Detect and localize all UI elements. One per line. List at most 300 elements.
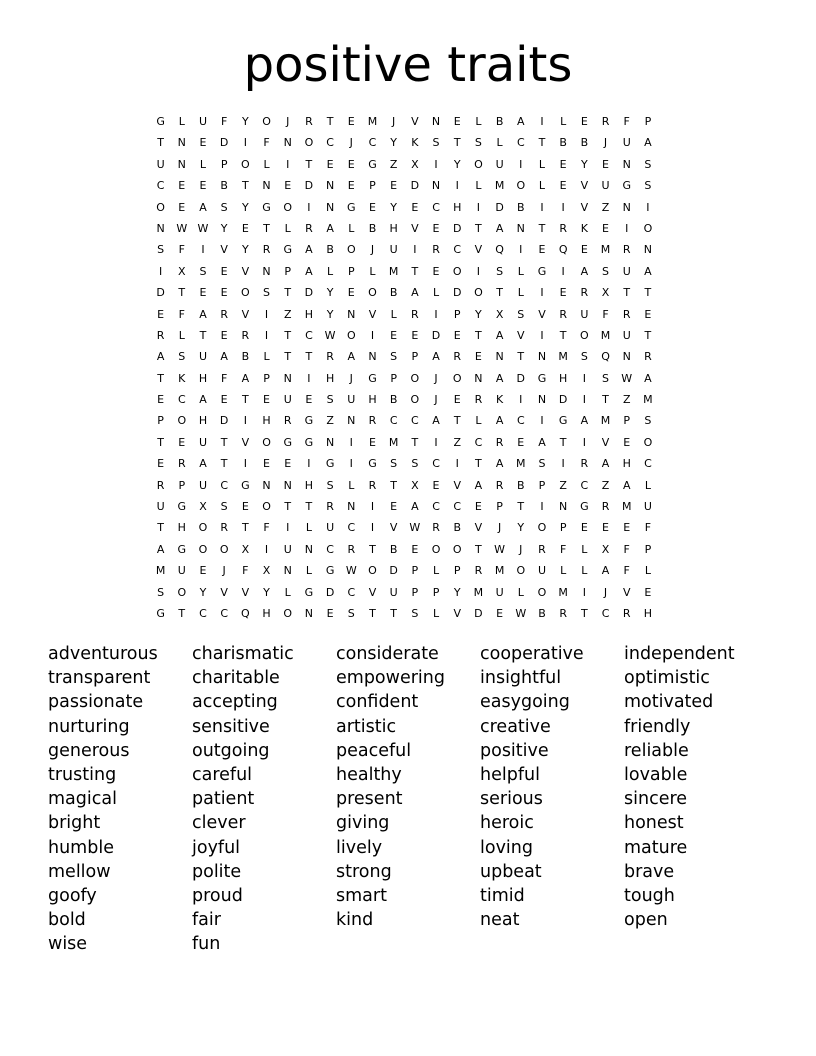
grid-letter: N [622, 350, 631, 364]
grid-letter: W [494, 542, 506, 556]
word-item: sincere [624, 789, 688, 810]
grid-letter: S [411, 606, 419, 620]
grid-letter: S [644, 157, 652, 171]
grid-letter: S [496, 264, 504, 278]
grid-letter: K [178, 371, 186, 385]
word-item: creative [480, 716, 551, 737]
grid-letter: N [304, 606, 314, 620]
grid-letter: G [156, 115, 165, 128]
grid-letter: F [242, 564, 249, 578]
grid-letter: E [347, 286, 355, 300]
grid-letter: U [622, 264, 631, 278]
grid-letter: R [432, 521, 440, 535]
grid-letter: A [622, 478, 631, 492]
grid-letter: I [646, 200, 650, 214]
word-column [48, 642, 192, 957]
grid-letter: Y [326, 286, 334, 300]
grid-letter: E [602, 521, 609, 535]
grid-letter: O [346, 243, 356, 257]
grid-letter: E [199, 286, 207, 300]
grid-letter: P [178, 478, 186, 492]
grid-letter: F [559, 542, 567, 556]
grid-letter: N [643, 243, 653, 257]
grid-letter: X [601, 286, 610, 300]
grid-letter: O [516, 564, 526, 578]
grid-row [150, 154, 670, 175]
grid-letter: A [495, 414, 504, 428]
grid-letter: D [304, 286, 314, 300]
grid-letter: L [475, 115, 482, 128]
grid-letter: C [516, 136, 525, 150]
grid-letter: C [368, 136, 377, 150]
grid-letter: A [644, 264, 652, 278]
grid-letter: U [389, 243, 398, 257]
grid-letter: L [178, 328, 185, 342]
grid-letter: H [262, 414, 271, 428]
grid-letter: N [325, 435, 335, 449]
grid-row [150, 432, 670, 453]
grid-letter: G [558, 414, 568, 428]
grid-letter: V [622, 585, 631, 599]
word-item: mature [624, 837, 688, 858]
grid-letter: L [560, 564, 567, 578]
grid-letter: B [580, 136, 589, 150]
grid-letter: M [621, 500, 632, 514]
grid-letter: I [561, 264, 565, 278]
word-item: lively [336, 837, 383, 858]
grid-row [150, 560, 670, 581]
grid-letter: L [432, 286, 440, 300]
grid-letter: I [519, 393, 523, 407]
grid-letter: D [389, 564, 398, 578]
grid-letter: H [198, 414, 208, 428]
grid-letter: T [241, 393, 249, 407]
grid-letter: R [326, 500, 334, 514]
grid-letter: R [241, 328, 250, 342]
grid-letter: M [494, 179, 505, 193]
grid-letter: F [220, 371, 228, 385]
grid-letter: H [643, 606, 653, 620]
grid-letter: G [325, 457, 335, 471]
word-item: bold [48, 910, 86, 931]
grid-letter: E [411, 328, 419, 342]
grid-letter: U [177, 564, 186, 578]
grid-letter: S [157, 243, 165, 257]
grid-letter: G [368, 157, 377, 171]
grid-letter: O [474, 157, 483, 171]
grid-letter: O [516, 179, 526, 193]
grid-letter: P [411, 564, 419, 578]
grid-letter: V [453, 478, 461, 492]
grid-letter: I [243, 457, 247, 471]
grid-letter: A [644, 136, 652, 150]
grid-letter: U [198, 435, 207, 449]
grid-letter: B [389, 393, 398, 407]
grid-letter: V [368, 585, 377, 599]
grid-letter: U [156, 157, 165, 171]
grid-letter: P [411, 585, 419, 599]
grid-letter: R [220, 521, 228, 535]
grid-letter: L [517, 286, 524, 300]
grid-letter: T [559, 435, 567, 449]
grid-letter: S [178, 350, 186, 364]
grid-letter: X [262, 564, 271, 578]
grid-letter: L [432, 564, 440, 578]
grid-letter: V [241, 435, 250, 449]
grid-row [150, 218, 670, 239]
grid-letter: V [517, 328, 525, 342]
grid-row [150, 410, 670, 431]
word-item: patient [192, 789, 255, 810]
grid-letter: F [623, 115, 630, 128]
word-item: kind [336, 910, 374, 931]
grid-letter: T [284, 500, 292, 514]
grid-letter: Y [517, 521, 525, 535]
grid-letter: E [644, 585, 652, 599]
grid-row [150, 539, 670, 560]
grid-letter: Z [389, 157, 398, 171]
grid-letter: W [621, 371, 633, 385]
grid-letter: V [411, 115, 419, 128]
grid-letter: J [603, 136, 608, 150]
word-item: fair [192, 910, 221, 931]
grid-letter: U [156, 500, 165, 514]
grid-letter: W [409, 521, 421, 535]
grid-letter: E [411, 542, 419, 556]
grid-row [150, 175, 670, 196]
grid-letter: I [540, 286, 544, 300]
grid-letter: M [558, 350, 568, 364]
grid-letter: I [349, 457, 353, 471]
word-item: adventurous [48, 644, 158, 664]
grid-letter: A [411, 286, 419, 300]
word-item: outgoing [192, 740, 270, 761]
grid-letter: I [540, 115, 544, 128]
grid-letter: P [220, 157, 228, 171]
grid-letter: O [177, 414, 187, 428]
grid-letter: O [643, 221, 653, 235]
grid-letter: E [496, 606, 504, 620]
grid-letter: T [220, 435, 228, 449]
grid-letter: R [601, 500, 610, 514]
grid-letter: I [286, 157, 290, 171]
grid-letter: P [390, 371, 397, 385]
grid-letter: D [495, 200, 504, 214]
grid-letter: R [495, 478, 504, 492]
grid-letter: Z [601, 200, 610, 214]
grid-letter: N [262, 264, 271, 278]
word-item: helpful [480, 765, 540, 786]
grid-letter: E [559, 179, 567, 193]
grid-letter: Q [495, 243, 504, 257]
grid-letter: T [517, 500, 525, 514]
grid-letter: E [517, 435, 525, 449]
grid-letter: G [304, 414, 314, 428]
grid-letter: Y [241, 243, 249, 257]
grid-letter: K [580, 221, 588, 235]
grid-letter: I [540, 500, 544, 514]
grid-letter: C [474, 435, 483, 449]
grid-letter: O [219, 542, 229, 556]
grid-letter: T [517, 350, 525, 364]
grid-letter: E [347, 179, 355, 193]
grid-letter: N [262, 179, 271, 193]
word-item: smart [336, 886, 387, 907]
grid-letter: U [537, 564, 546, 578]
word-item: present [336, 789, 403, 810]
grid-letter: U [622, 328, 631, 342]
word-item: bright [48, 813, 101, 834]
grid-letter: E [559, 157, 567, 171]
word-item: tough [624, 886, 675, 907]
grid-letter: L [284, 221, 291, 235]
grid-letter: C [453, 500, 462, 514]
grid-letter: I [582, 585, 586, 599]
grid-letter: E [178, 179, 186, 193]
grid-letter: T [475, 328, 482, 342]
grid-letter: L [475, 414, 482, 428]
grid-letter: P [347, 264, 355, 278]
grid-letter: A [538, 435, 546, 449]
grid-letter: Y [199, 585, 207, 599]
grid-letter: Y [220, 221, 228, 235]
grid-letter: N [283, 564, 292, 578]
grid-letter: O [452, 371, 462, 385]
grid-letter: L [517, 585, 524, 599]
grid-letter: V [580, 200, 589, 214]
grid-letter: R [559, 307, 567, 321]
grid-letter: B [538, 606, 546, 620]
grid-letter: O [431, 542, 441, 556]
grid-letter: R [474, 564, 483, 578]
grid-letter: E [326, 157, 334, 171]
grid-letter: U [389, 585, 398, 599]
grid-letter: R [622, 606, 631, 620]
word-item: polite [192, 861, 242, 882]
grid-letter: S [326, 393, 334, 407]
grid-letter: Z [326, 414, 334, 428]
word-item: mellow [48, 861, 111, 882]
grid-letter: T [157, 136, 164, 150]
grid-letter: T [305, 157, 313, 171]
word-item: easygoing [480, 692, 570, 713]
grid-letter: T [220, 457, 228, 471]
grid-letter: B [368, 221, 377, 235]
grid-letter: G [347, 200, 356, 214]
grid-letter: E [580, 115, 588, 128]
grid-letter: S [411, 457, 419, 471]
word-item: joyful [192, 837, 241, 858]
grid-letter: Y [326, 307, 334, 321]
grid-letter: N [283, 371, 292, 385]
grid-letter: L [390, 307, 397, 321]
grid-letter: J [222, 564, 226, 578]
grid-letter: P [453, 307, 461, 321]
grid-letter: E [347, 157, 355, 171]
grid-letter: V [580, 179, 589, 193]
grid-letter: E [241, 500, 249, 514]
grid-letter: R [580, 286, 589, 300]
grid-row [150, 111, 670, 132]
grid-letter: O [156, 200, 165, 214]
grid-letter: V [538, 307, 546, 321]
grid-letter: P [411, 350, 419, 364]
grid-letter: L [348, 478, 355, 492]
grid-letter: T [453, 414, 461, 428]
word-item: humble [48, 837, 114, 858]
grid-letter: R [156, 478, 165, 492]
grid-letter: S [390, 350, 398, 364]
grid-letter: T [284, 350, 292, 364]
grid-letter: E [580, 243, 588, 257]
grid-letter: B [241, 350, 250, 364]
grid-letter: Z [622, 393, 631, 407]
grid-letter: G [283, 243, 292, 257]
grid-letter: G [241, 478, 250, 492]
grid-letter: E [559, 286, 567, 300]
grid-letter: H [453, 200, 462, 214]
word-item: brave [624, 861, 675, 882]
grid-letter: N [262, 478, 271, 492]
grid-letter: A [495, 221, 504, 235]
grid-letter: L [263, 350, 270, 364]
grid-letter: A [432, 350, 440, 364]
grid-letter: C [156, 179, 165, 193]
grid-letter: D [325, 585, 335, 599]
grid-letter: T [644, 286, 652, 300]
grid-letter: B [495, 115, 504, 128]
word-item: charitable [192, 668, 280, 689]
grid-letter: I [540, 328, 544, 342]
grid-letter: J [370, 243, 375, 257]
grid-letter: O [452, 264, 462, 278]
grid-letter: E [305, 393, 313, 407]
grid-letter: S [602, 264, 610, 278]
grid-letter: E [602, 157, 609, 171]
grid-letter: I [307, 371, 311, 385]
grid-letter: N [495, 350, 504, 364]
grid-letter: L [348, 221, 355, 235]
word-column [480, 642, 624, 957]
grid-letter: C [326, 542, 334, 556]
grid-letter: B [389, 286, 398, 300]
grid-row [150, 582, 670, 603]
grid-letter: T [390, 478, 398, 492]
grid-letter: P [284, 264, 292, 278]
word-item: positive [480, 740, 549, 761]
grid-letter: G [283, 435, 292, 449]
grid-letter: C [453, 243, 462, 257]
grid-letter: O [198, 542, 208, 556]
grid-letter: U [495, 585, 504, 599]
grid-letter: E [623, 521, 631, 535]
grid-letter: M [473, 585, 484, 599]
grid-letter: E [284, 457, 292, 471]
grid-letter: L [305, 564, 312, 578]
grid-letter: E [263, 393, 270, 407]
grid-letter: O [410, 393, 420, 407]
grid-letter: Y [475, 307, 482, 321]
word-item: clever [192, 813, 246, 834]
word-item: cooperative [480, 644, 584, 664]
grid-letter: B [453, 521, 461, 535]
grid-letter: H [559, 371, 568, 385]
grid-letter: O [580, 328, 589, 342]
grid-letter: Z [559, 478, 567, 492]
grid-letter: A [305, 264, 313, 278]
word-item: serious [480, 789, 543, 810]
grid-letter: N [431, 115, 441, 128]
grid-letter: A [580, 414, 589, 428]
grid-letter: A [347, 350, 356, 364]
grid-letter: E [411, 200, 419, 214]
grid-letter: L [560, 115, 567, 128]
grid-letter: I [582, 393, 586, 407]
grid-letter: S [220, 200, 228, 214]
grid-letter: A [156, 542, 165, 556]
grid-letter: E [453, 393, 461, 407]
word-item: accepting [192, 692, 278, 713]
grid-letter: E [390, 500, 398, 514]
grid-letter: I [455, 457, 459, 471]
grid-letter: R [262, 243, 271, 257]
grid-letter: U [326, 521, 335, 535]
grid-letter: O [241, 286, 250, 300]
grid-letter: M [600, 243, 611, 257]
grid-letter: A [517, 115, 525, 128]
grid-letter: D [452, 221, 462, 235]
grid-letter: N [368, 350, 377, 364]
grid-letter: E [326, 606, 334, 620]
grid-letter: Y [390, 136, 398, 150]
word-item: fun [192, 934, 221, 955]
grid-letter: Y [390, 200, 398, 214]
grid-letter: H [198, 371, 208, 385]
word-item: giving [336, 813, 390, 834]
grid-letter: E [178, 435, 186, 449]
grid-letter: P [559, 521, 567, 535]
grid-letter: D [156, 286, 165, 300]
grid-letter: R [580, 457, 589, 471]
grid-letter: O [474, 286, 483, 300]
grid-letter: I [519, 157, 523, 171]
grid-letter: R [474, 393, 483, 407]
grid-letter: X [178, 264, 186, 278]
word-item: strong [336, 861, 392, 882]
grid-letter: T [178, 286, 186, 300]
grid-letter: C [220, 478, 228, 492]
grid-letter: G [262, 200, 271, 214]
grid-letter: E [453, 115, 461, 128]
grid-letter: H [325, 371, 335, 385]
grid-letter: T [369, 542, 376, 556]
grid-letter: D [452, 286, 462, 300]
grid-letter: U [283, 393, 292, 407]
grid-letter: A [199, 457, 207, 471]
grid-letter: U [622, 136, 631, 150]
grid-letter: C [177, 393, 186, 407]
grid-letter: P [453, 564, 461, 578]
grid-letter: O [452, 542, 462, 556]
word-item: upbeat [480, 861, 542, 882]
grid-letter: T [157, 435, 164, 449]
grid-letter: U [198, 115, 207, 128]
grid-letter: W [197, 221, 209, 235]
grid-letter: N [347, 414, 356, 428]
grid-letter: S [580, 350, 588, 364]
grid-letter: P [369, 179, 376, 193]
grid-letter: O [368, 564, 377, 578]
